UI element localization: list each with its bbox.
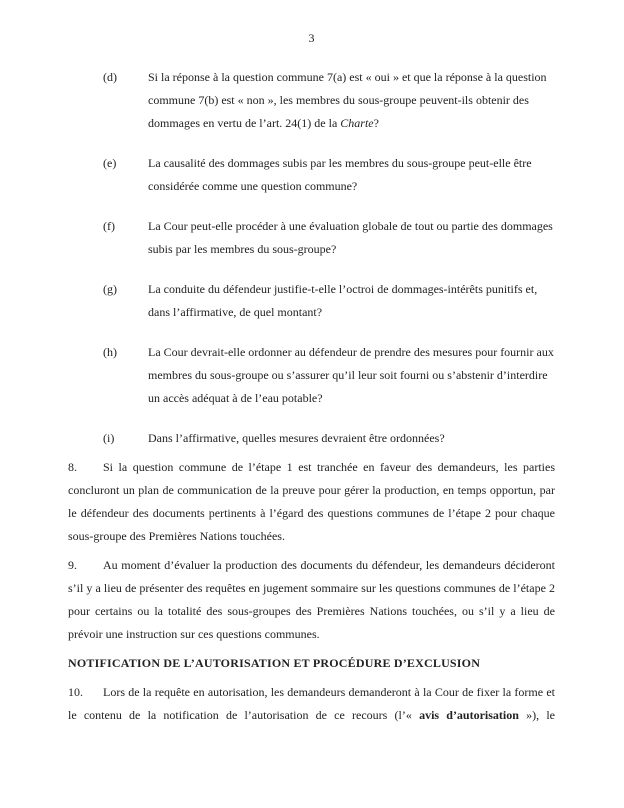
paragraph-number: 8. <box>68 460 77 474</box>
paragraph-text-bold: avis d’autorisation <box>419 708 519 722</box>
list-item-text-run: ? <box>373 116 379 130</box>
list-item-text <box>148 341 555 410</box>
list-item-f <box>68 215 555 261</box>
list-item-text <box>148 427 555 450</box>
list-item-text-italic: Charte <box>340 116 374 130</box>
list-item-g <box>68 278 555 324</box>
list-item-label: (e) <box>103 156 117 170</box>
page-number: 3 <box>308 31 315 45</box>
paragraph-text: »), le <box>518 708 556 722</box>
list-item-text <box>148 215 555 261</box>
list-item-h <box>68 341 555 410</box>
list-item-text-run: Si la réponse à la question commune 7(a) est « oui » et que la réponse à la question commune 7(b) est « non », les membres du sous-groupe peuvent-ils obtenir des dommages en vertu de l’art. 24(1) de la <box>148 70 547 130</box>
list-item-text-run: La Cour peut-elle procéder à une évaluation globale de tout ou partie des dommages subis par les membres du sous-groupe? <box>148 219 553 256</box>
paragraph-8 <box>68 456 555 548</box>
paragraph-text: Au moment d’évaluer la production des documents du défendeur, les demandeurs décideront s’il y a lieu de présenter des requêtes en jugement sommaire sur les questions communes de l’étape 2 pour certains ou la totalité des sous-groupes des Premières Nations touchées, ou s’il y a lieu de prévoir une instruction sur ces questions communes. <box>68 558 555 641</box>
section-heading: NOTIFICATION DE L’AUTORISATION ET PROCÉDURE D’EXCLUSION <box>68 656 481 670</box>
list-item-text-run: La conduite du défendeur justifie-t-elle l’octroi de dommages-intérêts punitifs et, dans l’affirmative, de quel montant? <box>148 282 538 319</box>
list-item-text <box>148 152 555 198</box>
list-item-d <box>68 66 555 135</box>
paragraph-9 <box>68 554 555 646</box>
list-item-text-run: La causalité des dommages subis par les membres du sous-groupe peut-elle être considérée comme une question commune? <box>148 156 532 193</box>
paragraph-number: 10. <box>68 685 83 699</box>
list-item-label: (g) <box>103 282 117 296</box>
list-item-e <box>68 152 555 198</box>
list-item-label: (h) <box>103 345 117 359</box>
list-item-label: (f) <box>103 219 115 233</box>
paragraph-text: Lors de la requête en autorisation, les demandeurs demanderont à la Cour de fixer la forme et le contenu de la notification de l’autorisation de ce recours (l’« <box>68 685 555 722</box>
common-questions-list <box>68 66 555 450</box>
list-item-i <box>68 427 555 450</box>
paragraph-number: 9. <box>68 558 77 572</box>
list-item-text <box>148 278 555 324</box>
list-item-text <box>148 66 555 135</box>
list-item-text-run: Dans l’affirmative, quelles mesures devraient être ordonnées? <box>148 431 445 445</box>
list-item-label: (d) <box>103 70 117 84</box>
paragraph-text: Si la question commune de l’étape 1 est tranchée en faveur des demandeurs, les parties concluront un plan de communication de la preuve pour gérer la production, en temps opportun, par le défendeur des documents pertinents à l’égard des questions communes de l’étape 2 pour chaque sous-groupe des Premières Nations touchées. <box>68 460 555 543</box>
paragraph-10 <box>68 681 555 727</box>
list-item-text-run: La Cour devrait-elle ordonner au défendeur de prendre des mesures pour fournir aux membres du sous-groupe ou s’assurer qu’il leur soit fourni ou s’abstenir d’interdire un accès adéquat à de l’eau potable? <box>148 345 554 405</box>
list-item-label: (i) <box>103 431 115 445</box>
